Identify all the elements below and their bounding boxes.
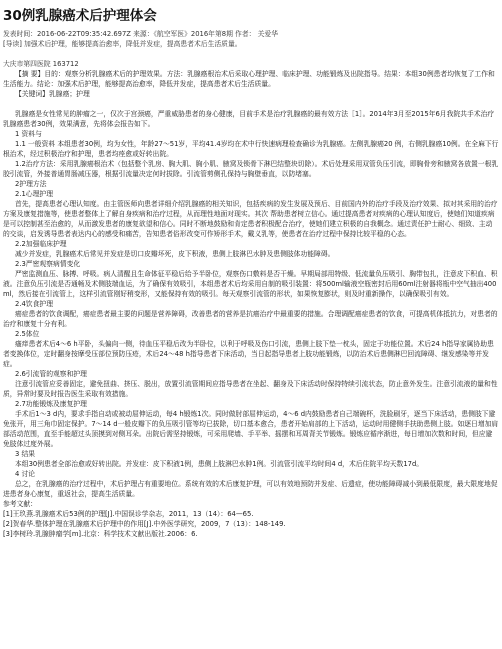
spacer — [3, 49, 499, 59]
subsection-heading: 2.7功能锻炼及康复护理 — [15, 400, 87, 408]
body-paragraph: 癌症患者的饮食调配，癌症患者最主要的问题是营养障碍，改善患者的营养是抗癌治疗中最重要的措施。合理调配癌症患者的饮食，可提高机体抵抗力，对患者的治疗和康复十分有利。 — [3, 310, 498, 328]
reference-item: [2]贺春华.整体护理在乳腺癌术后护理中的作用[J].中外医学研究，2009，7（13）：148-149. — [3, 520, 286, 528]
body-paragraph: 首先，提高患者心理认知度。由主管医师向患者详细介绍乳腺癌的相关知识，包括疾病的发生发展及预后、目前国内外的治疗手段及治疗效果、拟对其采用的治疗方案及康复措施等，使患者整体上了解自身疾病和治疗过程，从而理性地面对现实。其次 帮助患者树立信心。通过提高患者对疾病的心理认知度后，使她们知道疾病是可以控制甚至治愈的，从而激发患者的康复欲望和信心。同时不断地鼓励和肯定患者积极配合治疗，使她们建立积极的自我概念。通过责任护士耐心、细致、主动的交谈，启发诱导患者表达内心的感受和痛苦，告知患者俗形改变可作矫形手术，戴义乳等，使患者在治疗过程中保持比较平稳的心态。 — [3, 200, 498, 238]
intro-paragraph: 乳腺癌是女性常见的肿瘤之一，仅次于宫颈癌，严重威胁患者的身心健康，目前手术是治疗乳腺癌的最有效方法［1］。2014年3月至2015年6月我院共手术治疗乳腺癌患者30例，效果满意，先将体会报告如下。 — [3, 110, 495, 128]
body-paragraph: 减少并发症，乳腺癌术后常见并发症是切口皮瓣坏死，皮下积液，患侧上肢淋巴水肿及患侧肢体功能障碍。 — [15, 250, 335, 258]
spacer — [3, 99, 499, 109]
body-paragraph: 1.1 一般资料 本组患者30例，均为女性，年龄27～51岁，平均41.4岁均在术中行快速病理检查确诊为乳腺癌。左侧乳腺癌20 例，右侧乳腺癌10例。在全麻下行根治术，经过积极治疗和护理，患者均痊愈或好转出院。 — [3, 140, 499, 158]
subsection-heading: 2.2加强临床护理 — [15, 240, 67, 248]
section-heading: 3 结果 — [15, 450, 36, 458]
article-lead: [导读] 加强术后护理，能够提高治愈率，降低并发症，提高患者术后生活质量。 — [3, 40, 242, 48]
abstract — [3, 69, 499, 89]
article-title: 30例乳腺癌术后护理体会 — [3, 8, 157, 24]
subsection-heading: 2.1心理护理 — [15, 190, 53, 198]
body-paragraph: 手术后1～3 d内，要求手指自动或被动屈伸运动，每4 h锻炼1次。同时做肘部屈伸运动，4～6 d内鼓励患者自己端碗杯，洗脸刷牙，逐当下床活动，患侧肢下避免张开，用三角巾固定保护。7～14 d一般皮瓣下的负压吸引管等均已拔除，切口基本愈合，患者开始肩部的上下活动，运动时用健侧手扶助患侧上肢。如逐日增加肩部活动范围，直至手能超过头顶摸到对侧耳朵。出院后需坚持锻炼，可采用爬墙、手平举、摇摆和耳周背关节锻炼。锻炼应循序渐进，每日增加次数和时间，但应避免肢体过度外展。 — [3, 410, 499, 448]
body-paragraph: 总之，在乳腺癌的治疗过程中，术后护理占有重要地位。系统有效的术后康复护理，可以有效地预防并发症、后遗症，使功能障碍减小到最低限度，最大限度地促进患者身心康复，重返社会，提高生活质量。 — [3, 480, 498, 498]
subsection-heading: 2.5体位 — [15, 330, 40, 338]
author-affiliation: 大庆市第四医院 163712 — [3, 60, 79, 68]
subsection-heading: 2.6引流管的观察和护理 — [15, 370, 87, 378]
subsection-heading: 2.4饮食护理 — [15, 300, 53, 308]
reference-item: [3]李树玲.乳腺肿瘤学[m].北京：科学技术文献出版社.2006：6. — [3, 530, 198, 538]
body-paragraph: 注意引流管应妥善固定，避免扭曲、挤压、脱出，放置引流管期间应指导患者在坐起、翻身及下床活动时保持特续引流状态，防止意外发生。注意引流液的量和性质，异常时要及时报告医生采取有效措施。 — [3, 380, 498, 398]
references-heading: 参考文献： — [3, 500, 37, 508]
section-heading: 2护理方法 — [15, 180, 47, 188]
subsection-heading: 2.3严密观察病情变化 — [15, 260, 81, 268]
body-paragraph: 瘙痒患者术后4～6 h平卧，头偏向一侧，待血压平稳后改为半卧位，以利于呼吸及伤口引流，患侧上肢下垫一枕头，固定于功能位置。术后24 h指导家属协助患者变换体位，定时翻身按摩受压部位预防压疮，术后24～48 h指导患者下床活动，当日起指导患者上肢功能锻炼，以防治术后患侧淋巴回流障碍、继发感染等并发症。 — [3, 340, 494, 368]
publication-info: 发表时间：2016-06-22T09:35:42.697Z 来源：《航空军医》2016年第8期 作者： 关爱华 — [3, 30, 278, 38]
abstract-text: 目的：观察分析乳腺癌术后的护理效果。方法：乳腺癌根治术后采取心理护理、临床护理、功能锻炼及出院指导。结果：本组30例患者均恢复了工作和生活能力。结论：加强术后护理，能够提高治愈率，降低并发症，提高患者术后生活质量。 — [3, 70, 495, 88]
section-heading: 4 讨论 — [15, 470, 36, 478]
body-paragraph: 1.2治疗方法：采用乳腺癌根治术（包括整个乳房、胸大肌、胸小肌、腋窝及锁骨下淋巴结整块切除）。术后处理采用双管负压引流，即胸骨旁和腋窝各放置一根乳胶引流管，外接普通胃肠减压器，根据引流量决定何时拔除。引流管剪侧孔保持与胸壁垂直，以防堵塞。 — [3, 160, 499, 178]
section-heading: 1 资料与 — [15, 130, 42, 138]
reference-item: [1]王玖燕.乳腺癌术后53例的护理[J].中国误诊学杂志，2011，13（14）：64—65. — [3, 510, 254, 518]
body-paragraph: 本组30例患者全部治愈或好转出院。并发症：皮下积液1例，患侧上肢淋巴水肿1例。引流管引流平均时间4 d，术后住院平均天数17d。 — [15, 460, 424, 468]
abstract-label: 【摘 要】 — [15, 70, 45, 78]
keywords: 【关键词】乳腺癌；护理 — [15, 90, 90, 98]
body-paragraph: 严密监测血压、脉搏、呼吸。病人清醒且生命体征平稳后给予半卧位，观察伤口敷料是否干燥。早期局部用特级、低流量负压吸引、胸带包扎，注意皮下积血、积液。注意负压引流是否通畅及术侧肢端血运，为了确保有效吸引，本组患者术后均采用自制的吸引装置：将500ml输液空瓶密封后用60ml注射器将瓶中空气抽出400ml，然后接在引流管上，这样引流管刚好稍变形，又能保持有效的吸引。每天观察引流管的形状，如果恢复膨状，则及时重新操作，以确保吸引有效。 — [3, 270, 498, 298]
